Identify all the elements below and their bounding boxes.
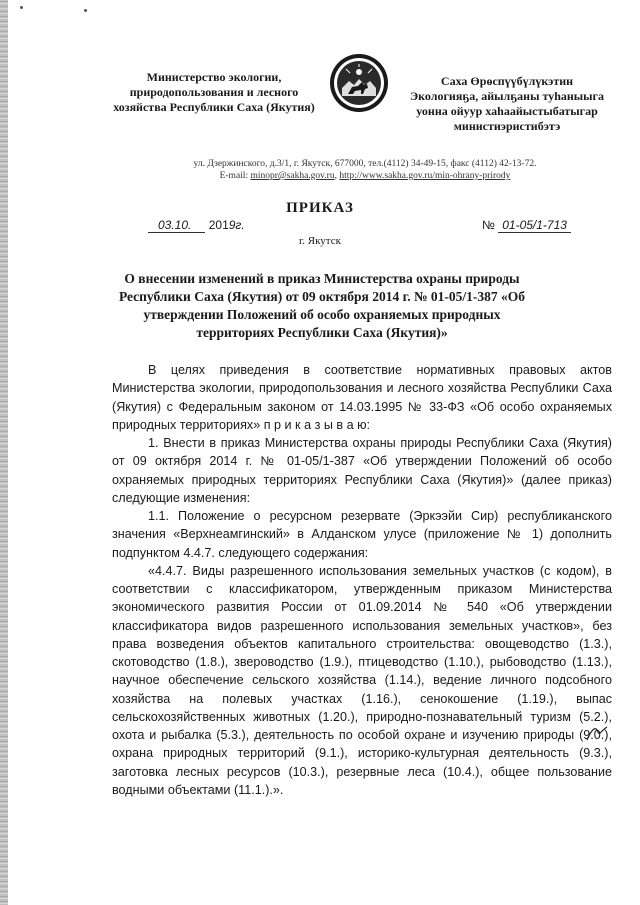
- number-handwritten: 01-05/1-713: [498, 218, 571, 233]
- ministry-name-russian: [96, 70, 332, 115]
- ministry-name-line: уонна ойуур хаһаайыстыбатыгар: [416, 104, 598, 118]
- separator: ,: [334, 171, 340, 181]
- order-date: [148, 218, 245, 232]
- contact-details: [150, 158, 580, 182]
- scan-speck: [84, 9, 87, 12]
- email-prefix: E-mail:: [219, 171, 251, 181]
- date-year-handwritten: 9г.: [228, 218, 245, 232]
- ministry-name-line: Министерство экологии,: [146, 70, 282, 84]
- scan-edge: [0, 0, 8, 905]
- body-paragraph: 1. Внести в приказ Министерства охраны природы Республики Саха (Якутия) от 09 октября 2014 г. № 01-05/1-387 «Об утверждении Положений об особо охраняемых природных территориях Республики Саха (Якутия)» (далее приказ) следующие изменения:: [112, 436, 612, 505]
- body-paragraph: «4.4.7. Виды разрешенного использования земельных участков (с кодом), в соответствии с классификатором, утвержденным приказом Министерства экономического развития России от 01.09.2014 № 540 «Об утверждении классификатора видов разрешенного использования земельных участков», без права возведения объектов капитального строительства: овощеводство (1.3.), скотоводство (1.8.), звероводство (1.9.), птицеводство (1.10.), рыбоводство (1.13.), научное обеспечение сельского хозяйства (1.14.), ведение личного подсобного хозяйства на полевых участках (1.16.), сенокошение (1.19.), выпас сельскохозяйственных животных (1.20.), природно-познавательный туризм (5.2.), охота и рыбалка (5.3.), деятельность по особой охране и изучению природы (9.0.), охрана природных территорий (9.1.), историко-культурная деятельность (9.3.), заготовка лесных ресурсов (10.3.), резервные леса (10.4.), общее пользование водными объектами (11.1.).».: [112, 563, 612, 797]
- email-link[interactable]: minopr@sakha.gov.ru: [250, 171, 335, 181]
- date-year-printed: 201: [208, 218, 229, 232]
- order-body: [112, 361, 612, 799]
- ministry-name-line: министиэристибэтэ: [453, 119, 561, 133]
- sakha-emblem-icon: [328, 52, 390, 114]
- web-line: [150, 170, 580, 182]
- number-prefix: №: [482, 218, 495, 232]
- order-subject: О внесении изменений в приказ Министерства охраны природы Республики Саха (Якутия) от 09 октября 2014 г. № 01-05/1-387 «Об утверждении Положений об особо охраняемых природных территориях Республики Саха (Якутия)»: [118, 271, 526, 340]
- scan-speck: [20, 6, 23, 9]
- ministry-name-sakha: [392, 74, 622, 134]
- website-link[interactable]: http://www.sakha.gov.ru/min-ohrany-prirody: [339, 171, 511, 181]
- body-paragraph: В целях приведения в соответствие нормативных правовых актов Министерства экологии, природопользования и лесного хозяйства Республики Саха (Якутия) с Федеральным законом от 14.03.1995 № 33-ФЗ «Об особо охраняемых природных территориях» п р и к а з ы в а ю:: [112, 363, 612, 432]
- ministry-name-line: хозяйства Республики Саха (Якутия): [113, 100, 315, 114]
- city: г. Якутск: [299, 235, 341, 247]
- order-number: [482, 218, 571, 232]
- body-paragraph: 1.1. Положение о ресурсном резервате (Эркээйи Сир) республиканского значения «Верхнеамгинский» в Алданском улусе (приложение № 1) дополнить подпунктом 4.4.7. следующего содержания:: [112, 509, 612, 560]
- ministry-name-line: Саха Өрөспүүбүлүкэтин: [440, 74, 574, 88]
- ministry-name-line: Экологияҕа, айылҕаны туһаныыга: [410, 89, 604, 103]
- document-title: ПРИКАЗ: [286, 200, 354, 216]
- ministry-name-line: природопользования и лесного: [129, 85, 299, 99]
- address-line: ул. Дзержинского, д.3/1, г. Якутск, 677000, тел.(4112) 34-49-15, факс (4112) 42-13-72.: [193, 159, 537, 169]
- initials-mark: [584, 722, 610, 746]
- date-handwritten: 03.10.: [148, 218, 205, 233]
